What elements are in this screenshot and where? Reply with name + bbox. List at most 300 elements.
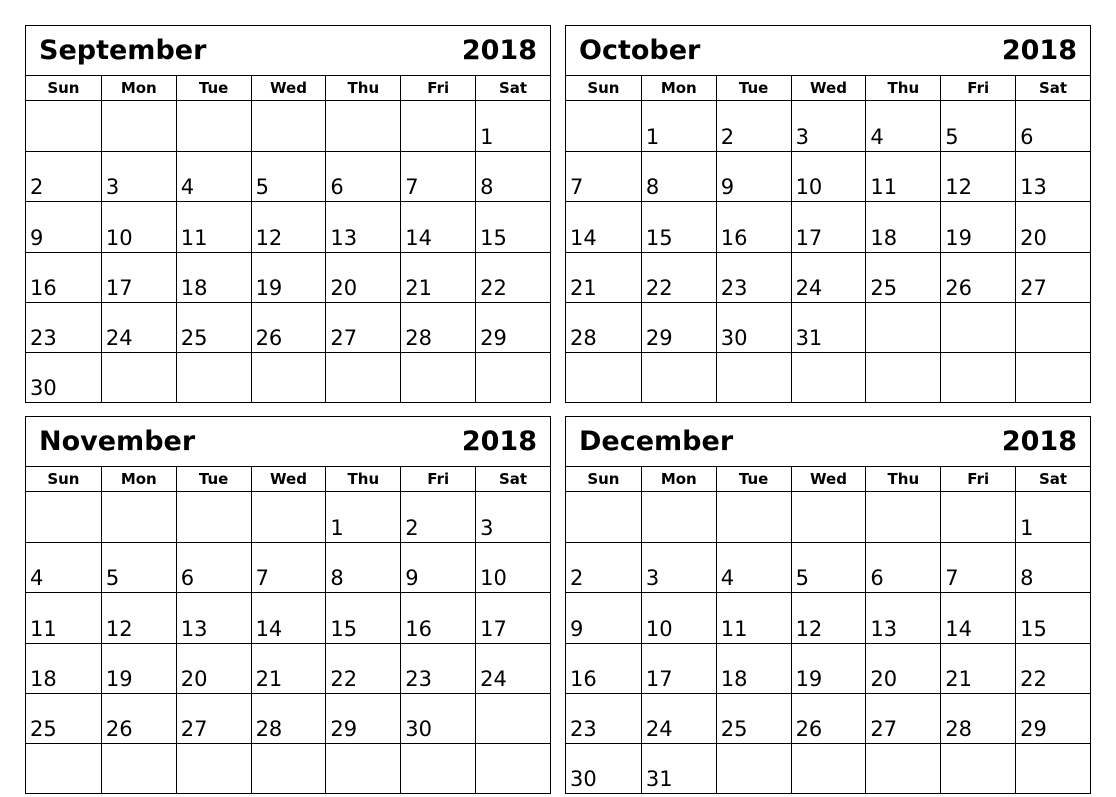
day-number: 13	[180, 616, 208, 641]
day-cell	[791, 201, 866, 251]
month-calendar-december	[565, 416, 1091, 794]
day-number: 30	[720, 325, 748, 350]
month-header	[566, 26, 1090, 76]
day-cell	[566, 643, 641, 693]
day-number: 9	[570, 616, 584, 641]
day-cell	[251, 302, 326, 352]
weekday-label: Sun	[47, 79, 80, 97]
day-cell	[716, 252, 791, 302]
day-number: 13	[1020, 175, 1047, 200]
day-cell	[325, 693, 400, 743]
day-cell	[940, 693, 1015, 743]
day-cell	[325, 302, 400, 352]
day-number: 12	[795, 616, 823, 641]
day-cell	[940, 151, 1015, 201]
day-number: 6	[180, 566, 195, 591]
day-cell	[791, 252, 866, 302]
day-cell	[865, 592, 940, 642]
day-cell	[940, 743, 1015, 793]
day-cell	[865, 352, 940, 402]
day-cell	[475, 592, 550, 642]
day-cell	[641, 252, 716, 302]
day-number: 24	[795, 275, 823, 300]
day-cell	[566, 201, 641, 251]
day-cell	[791, 101, 866, 151]
day-cell	[101, 151, 176, 201]
month-header	[26, 417, 550, 467]
day-number: 22	[480, 275, 507, 300]
day-cell	[101, 252, 176, 302]
day-cell	[865, 693, 940, 743]
day-cell	[1015, 693, 1090, 743]
day-cell	[475, 101, 550, 151]
day-number: 25	[30, 716, 57, 741]
day-number: 8	[645, 175, 660, 200]
weekday-label: Mon	[101, 467, 176, 491]
weekday-label: Mon	[101, 76, 176, 100]
day-number: 7	[570, 175, 584, 200]
day-grid	[26, 492, 550, 793]
day-number: 6	[1020, 125, 1034, 150]
day-cell	[1015, 252, 1090, 302]
day-cell	[325, 352, 400, 402]
day-cell	[26, 492, 101, 542]
month-year: 2018	[1001, 35, 1077, 66]
day-cell	[251, 542, 326, 592]
day-number: 5	[255, 175, 269, 200]
day-cell	[716, 151, 791, 201]
day-number: 3	[480, 516, 494, 541]
day-number: 2	[30, 175, 44, 200]
day-cell	[101, 201, 176, 251]
day-number: 24	[645, 716, 673, 741]
day-cell	[791, 743, 866, 793]
day-cell	[791, 542, 866, 592]
day-number: 1	[645, 125, 660, 150]
month-header	[26, 26, 550, 76]
day-number: 25	[870, 275, 898, 300]
day-cell	[940, 352, 1015, 402]
day-cell	[566, 252, 641, 302]
day-cell	[566, 542, 641, 592]
day-cell	[716, 352, 791, 402]
month-year: 2018	[461, 426, 537, 457]
day-number: 23	[405, 666, 433, 691]
day-number: 20	[870, 666, 898, 691]
day-number: 27	[870, 716, 898, 741]
day-cell	[176, 643, 251, 693]
day-grid	[566, 492, 1090, 793]
day-number: 3	[795, 125, 809, 150]
day-number: 4	[30, 566, 44, 591]
day-cell	[1015, 151, 1090, 201]
day-cell	[176, 492, 251, 542]
day-number: 3	[105, 175, 120, 200]
day-cell	[566, 352, 641, 402]
day-number: 26	[255, 325, 283, 350]
day-number: 4	[870, 125, 884, 150]
day-number: 20	[180, 666, 208, 691]
day-cell	[566, 592, 641, 642]
day-number: 4	[180, 175, 195, 200]
day-cell	[176, 693, 251, 743]
month-year: 2018	[461, 35, 537, 66]
day-cell	[940, 643, 1015, 693]
day-cell	[101, 743, 176, 793]
day-cell	[101, 492, 176, 542]
day-number: 2	[405, 516, 419, 541]
day-cell	[865, 643, 940, 693]
day-cell	[865, 201, 940, 251]
day-cell	[400, 743, 475, 793]
day-number: 7	[405, 175, 419, 200]
day-number: 30	[405, 716, 433, 741]
weekday-label: Wed	[791, 467, 866, 491]
day-cell	[865, 302, 940, 352]
weekday-label: Tue	[716, 76, 791, 100]
day-cell	[865, 492, 940, 542]
day-number: 27	[180, 716, 208, 741]
day-number: 15	[1020, 616, 1047, 641]
weekday-label: Mon	[641, 76, 716, 100]
weekday-label: Thu	[865, 76, 940, 100]
day-cell	[325, 542, 400, 592]
month-name: November	[39, 426, 196, 457]
day-cell	[176, 592, 251, 642]
day-cell	[791, 302, 866, 352]
day-number: 19	[795, 666, 823, 691]
day-number: 29	[480, 325, 507, 350]
day-cell	[26, 201, 101, 251]
day-cell	[865, 252, 940, 302]
day-cell	[1015, 492, 1090, 542]
day-cell	[940, 302, 1015, 352]
weekday-label: Sun	[587, 79, 620, 97]
day-cell	[1015, 302, 1090, 352]
day-number: 10	[795, 175, 823, 200]
day-number: 5	[795, 566, 809, 591]
day-number: 11	[30, 616, 57, 641]
day-cell	[475, 302, 550, 352]
day-cell	[641, 492, 716, 542]
weekday-label: Tue	[176, 467, 251, 491]
month-name: September	[39, 35, 207, 66]
day-number: 19	[945, 225, 973, 250]
day-cell	[716, 643, 791, 693]
day-cell	[791, 492, 866, 542]
weekday-label: Fri	[400, 76, 475, 100]
day-cell	[251, 252, 326, 302]
day-cell	[641, 352, 716, 402]
day-number: 13	[870, 616, 898, 641]
month-year: 2018	[1001, 426, 1077, 457]
weekday-label: Fri	[940, 76, 1015, 100]
day-cell	[1015, 643, 1090, 693]
day-number: 16	[720, 225, 748, 250]
day-number: 10	[645, 616, 673, 641]
day-cell	[26, 693, 101, 743]
day-number: 7	[255, 566, 269, 591]
day-number: 21	[405, 275, 433, 300]
day-cell	[641, 302, 716, 352]
weekday-label: Sun	[587, 470, 620, 488]
month-calendar-october	[565, 25, 1091, 403]
day-cell	[176, 252, 251, 302]
day-number: 16	[30, 275, 57, 300]
day-number: 17	[645, 666, 673, 691]
day-number: 26	[795, 716, 823, 741]
month-calendar-november	[25, 416, 551, 794]
day-number: 11	[720, 616, 748, 641]
day-cell	[400, 101, 475, 151]
day-number: 12	[105, 616, 133, 641]
day-cell	[475, 201, 550, 251]
day-cell	[325, 743, 400, 793]
day-number: 15	[645, 225, 673, 250]
weekday-label: Mon	[641, 467, 716, 491]
day-cell	[791, 643, 866, 693]
day-cell	[475, 542, 550, 592]
weekday-label: Thu	[865, 467, 940, 491]
month-name: December	[579, 426, 734, 457]
day-number: 28	[945, 716, 973, 741]
day-cell	[475, 151, 550, 201]
day-cell	[325, 252, 400, 302]
day-cell	[325, 201, 400, 251]
day-number: 22	[645, 275, 673, 300]
day-number: 2	[570, 566, 584, 591]
day-cell	[26, 302, 101, 352]
day-number: 8	[330, 566, 344, 591]
day-cell	[251, 151, 326, 201]
day-number: 26	[105, 716, 133, 741]
day-cell	[716, 542, 791, 592]
day-number: 23	[30, 325, 57, 350]
month-name: October	[579, 35, 701, 66]
day-cell	[566, 101, 641, 151]
day-number: 16	[570, 666, 597, 691]
day-cell	[101, 302, 176, 352]
day-number: 10	[105, 225, 133, 250]
day-number: 25	[180, 325, 208, 350]
weekday-header-row	[566, 76, 1090, 101]
day-number: 30	[570, 767, 597, 791]
day-cell	[26, 352, 101, 402]
day-number: 29	[645, 325, 673, 350]
day-cell	[641, 201, 716, 251]
day-number: 12	[945, 175, 973, 200]
day-cell	[26, 592, 101, 642]
day-number: 13	[330, 225, 358, 250]
day-cell	[641, 542, 716, 592]
day-number: 6	[870, 566, 884, 591]
day-number: 17	[480, 616, 507, 641]
weekday-label: Sat	[1015, 467, 1090, 491]
day-cell	[865, 101, 940, 151]
day-cell	[400, 151, 475, 201]
day-number: 22	[330, 666, 358, 691]
day-cell	[1015, 352, 1090, 402]
day-cell	[400, 542, 475, 592]
day-cell	[865, 542, 940, 592]
day-number: 28	[405, 325, 433, 350]
day-cell	[325, 492, 400, 542]
day-cell	[716, 302, 791, 352]
day-cell	[641, 101, 716, 151]
day-cell	[400, 201, 475, 251]
day-cell	[475, 643, 550, 693]
day-number: 1	[330, 516, 344, 541]
day-cell	[566, 302, 641, 352]
day-cell	[791, 151, 866, 201]
day-cell	[641, 693, 716, 743]
day-number: 14	[405, 225, 433, 250]
day-number: 18	[870, 225, 898, 250]
day-number: 29	[1020, 716, 1047, 741]
day-number: 24	[105, 325, 133, 350]
day-number: 9	[30, 225, 44, 250]
day-number: 17	[795, 225, 823, 250]
day-number: 22	[1020, 666, 1047, 691]
day-cell	[716, 693, 791, 743]
day-cell	[101, 643, 176, 693]
day-cell	[566, 151, 641, 201]
day-cell	[251, 592, 326, 642]
day-number: 5	[105, 566, 120, 591]
day-number: 21	[255, 666, 283, 691]
day-number: 20	[1020, 225, 1047, 250]
weekday-label: Wed	[251, 76, 326, 100]
day-cell	[176, 302, 251, 352]
day-number: 18	[30, 666, 57, 691]
weekday-label: Fri	[940, 467, 1015, 491]
day-cell	[566, 693, 641, 743]
weekday-header-row	[566, 467, 1090, 492]
day-cell	[400, 352, 475, 402]
day-cell	[475, 352, 550, 402]
day-cell	[400, 302, 475, 352]
day-number: 14	[570, 225, 597, 250]
day-number: 2	[720, 125, 735, 150]
weekday-header-row	[26, 76, 550, 101]
day-grid	[26, 101, 550, 402]
day-cell	[176, 201, 251, 251]
day-cell	[716, 101, 791, 151]
day-number: 16	[405, 616, 433, 641]
day-cell	[940, 492, 1015, 542]
day-cell	[716, 492, 791, 542]
day-cell	[101, 101, 176, 151]
day-cell	[400, 693, 475, 743]
day-cell	[716, 201, 791, 251]
day-cell	[865, 743, 940, 793]
day-number: 18	[720, 666, 748, 691]
day-cell	[251, 643, 326, 693]
day-number: 7	[945, 566, 959, 591]
day-number: 14	[255, 616, 283, 641]
day-number: 25	[720, 716, 748, 741]
day-number: 1	[1020, 516, 1034, 541]
day-number: 14	[945, 616, 973, 641]
day-cell	[641, 592, 716, 642]
weekday-label: Sat	[1015, 76, 1090, 100]
day-number: 27	[330, 325, 358, 350]
day-cell	[641, 151, 716, 201]
day-cell	[26, 743, 101, 793]
day-number: 11	[870, 175, 898, 200]
day-number: 19	[255, 275, 283, 300]
weekday-label: Thu	[325, 76, 400, 100]
day-number: 6	[330, 175, 344, 200]
weekday-label: Fri	[400, 467, 475, 491]
day-cell	[176, 352, 251, 402]
day-number: 28	[570, 325, 597, 350]
weekday-label: Sun	[47, 470, 80, 488]
day-cell	[1015, 201, 1090, 251]
day-number: 9	[405, 566, 419, 591]
day-cell	[176, 542, 251, 592]
day-number: 20	[330, 275, 358, 300]
day-cell	[325, 592, 400, 642]
day-cell	[1015, 743, 1090, 793]
day-cell	[101, 592, 176, 642]
day-number: 10	[480, 566, 507, 591]
day-cell	[251, 743, 326, 793]
day-cell	[716, 592, 791, 642]
day-number: 21	[570, 275, 597, 300]
weekday-label: Sat	[475, 467, 550, 491]
day-cell	[400, 592, 475, 642]
day-cell	[791, 352, 866, 402]
day-number: 24	[480, 666, 507, 691]
weekday-label: Wed	[791, 76, 866, 100]
day-cell	[26, 101, 101, 151]
day-cell	[566, 743, 641, 793]
day-number: 8	[1020, 566, 1034, 591]
day-cell	[251, 693, 326, 743]
weekday-label: Tue	[716, 467, 791, 491]
weekday-label: Tue	[176, 76, 251, 100]
weekday-label: Wed	[251, 467, 326, 491]
day-number: 31	[645, 767, 673, 791]
day-cell	[940, 101, 1015, 151]
day-cell	[251, 201, 326, 251]
day-cell	[400, 252, 475, 302]
day-number: 31	[795, 325, 823, 350]
day-cell	[176, 743, 251, 793]
day-cell	[475, 743, 550, 793]
weekday-header-row	[26, 467, 550, 492]
day-number: 26	[945, 275, 973, 300]
day-cell	[325, 101, 400, 151]
day-cell	[26, 542, 101, 592]
day-number: 27	[1020, 275, 1047, 300]
month-calendar-september	[25, 25, 551, 403]
day-number: 30	[30, 376, 57, 400]
day-cell	[940, 201, 1015, 251]
day-cell	[475, 492, 550, 542]
day-cell	[1015, 542, 1090, 592]
day-cell	[1015, 101, 1090, 151]
day-cell	[940, 592, 1015, 642]
day-cell	[865, 151, 940, 201]
day-number: 17	[105, 275, 133, 300]
day-number: 12	[255, 225, 283, 250]
day-cell	[26, 252, 101, 302]
day-cell	[716, 743, 791, 793]
day-cell	[475, 693, 550, 743]
day-number: 28	[255, 716, 283, 741]
